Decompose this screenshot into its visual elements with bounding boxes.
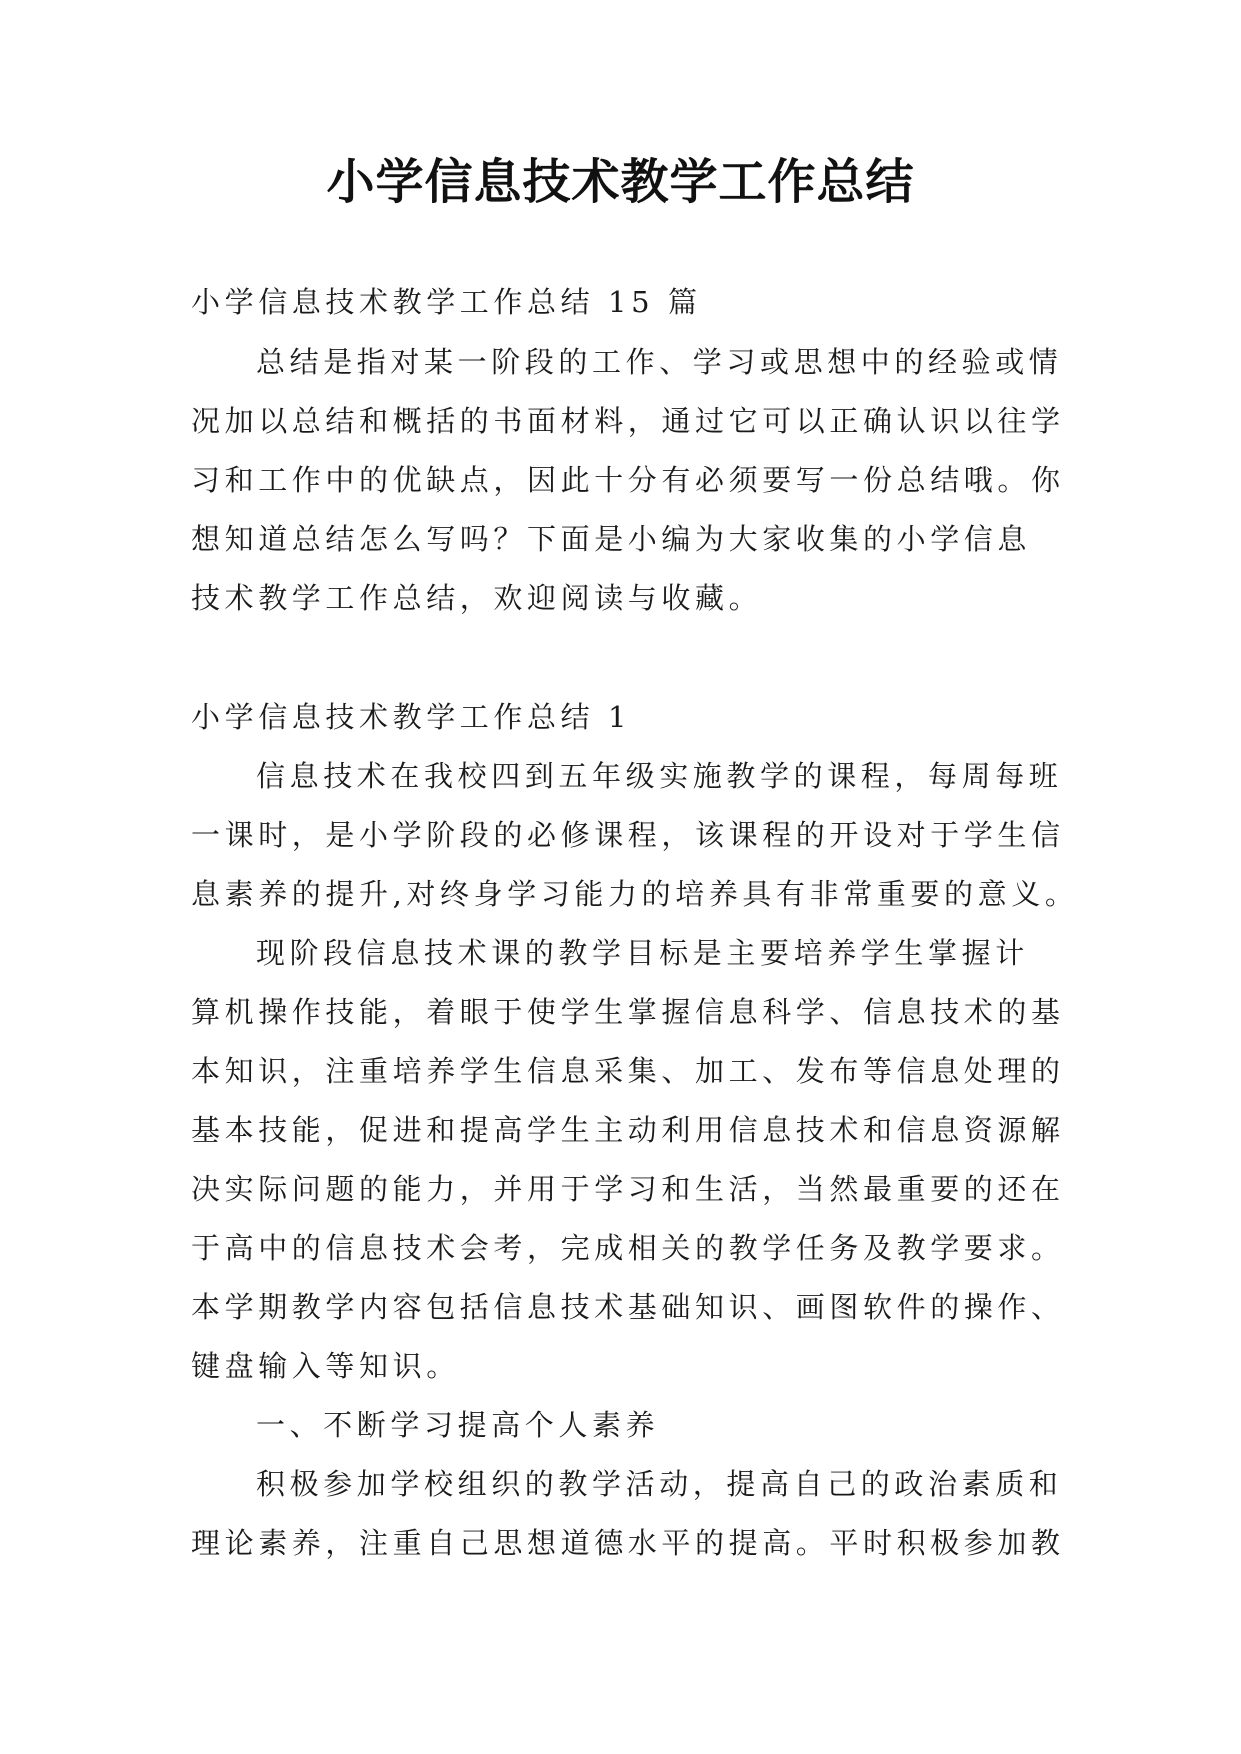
- paragraph-line: 习和工作中的优缺点，因此十分有必须要写一份总结哦。你: [191, 463, 1065, 497]
- paragraph-line: 况加以总结和概括的书面材料，通过它可以正确认识以往学: [191, 404, 1065, 438]
- subtitle-line: 小学信息技术教学工作总结 15 篇: [191, 285, 702, 319]
- paragraph-line: 本学期教学内容包括信息技术基础知识、画图软件的操作、: [191, 1290, 1065, 1324]
- paragraph-line: 积极参加学校组织的教学活动，提高自己的政治素质和: [256, 1467, 1063, 1501]
- paragraph-line: 技术教学工作总结，欢迎阅读与收藏。: [191, 581, 763, 615]
- paragraph-line: 信息技术在我校四到五年级实施教学的课程，每周每班: [256, 759, 1063, 793]
- paragraph-line: 算机操作技能，着眼于使学生掌握信息科学、信息技术的基: [191, 995, 1065, 1029]
- paragraph-line: 现阶段信息技术课的教学目标是主要培养学生掌握计: [256, 936, 1029, 970]
- section-heading: 小学信息技术教学工作总结 1: [191, 700, 632, 734]
- paragraph-line: 基本技能，促进和提高学生主动利用信息技术和信息资源解: [191, 1113, 1065, 1147]
- paragraph-line: 总结是指对某一阶段的工作、学习或思想中的经验或情: [256, 345, 1063, 379]
- paragraph-line: 于高中的信息技术会考，完成相关的教学任务及教学要求。: [191, 1231, 1065, 1265]
- paragraph-line: 息素养的提升,对终身学习能力的培养具有非常重要的意义。: [191, 877, 1079, 911]
- paragraph-line: 想知道总结怎么写吗？下面是小编为大家收集的小学信息: [191, 522, 1032, 556]
- paragraph-line: 一课时，是小学阶段的必修课程，该课程的开设对于学生信: [191, 818, 1065, 852]
- paragraph-line: 键盘输入等知识。: [191, 1349, 460, 1383]
- document-title: 小学信息技术教学工作总结: [326, 154, 915, 210]
- paragraph-line: 理论素养，注重自己思想道德水平的提高。平时积极参加教: [191, 1526, 1065, 1560]
- paragraph-line: 决实际问题的能力，并用于学习和生活，当然最重要的还在: [191, 1172, 1065, 1206]
- subsection-heading: 一、不断学习提高个人素养: [256, 1408, 660, 1442]
- paragraph-line: 本知识，注重培养学生信息采集、加工、发布等信息处理的: [191, 1054, 1065, 1088]
